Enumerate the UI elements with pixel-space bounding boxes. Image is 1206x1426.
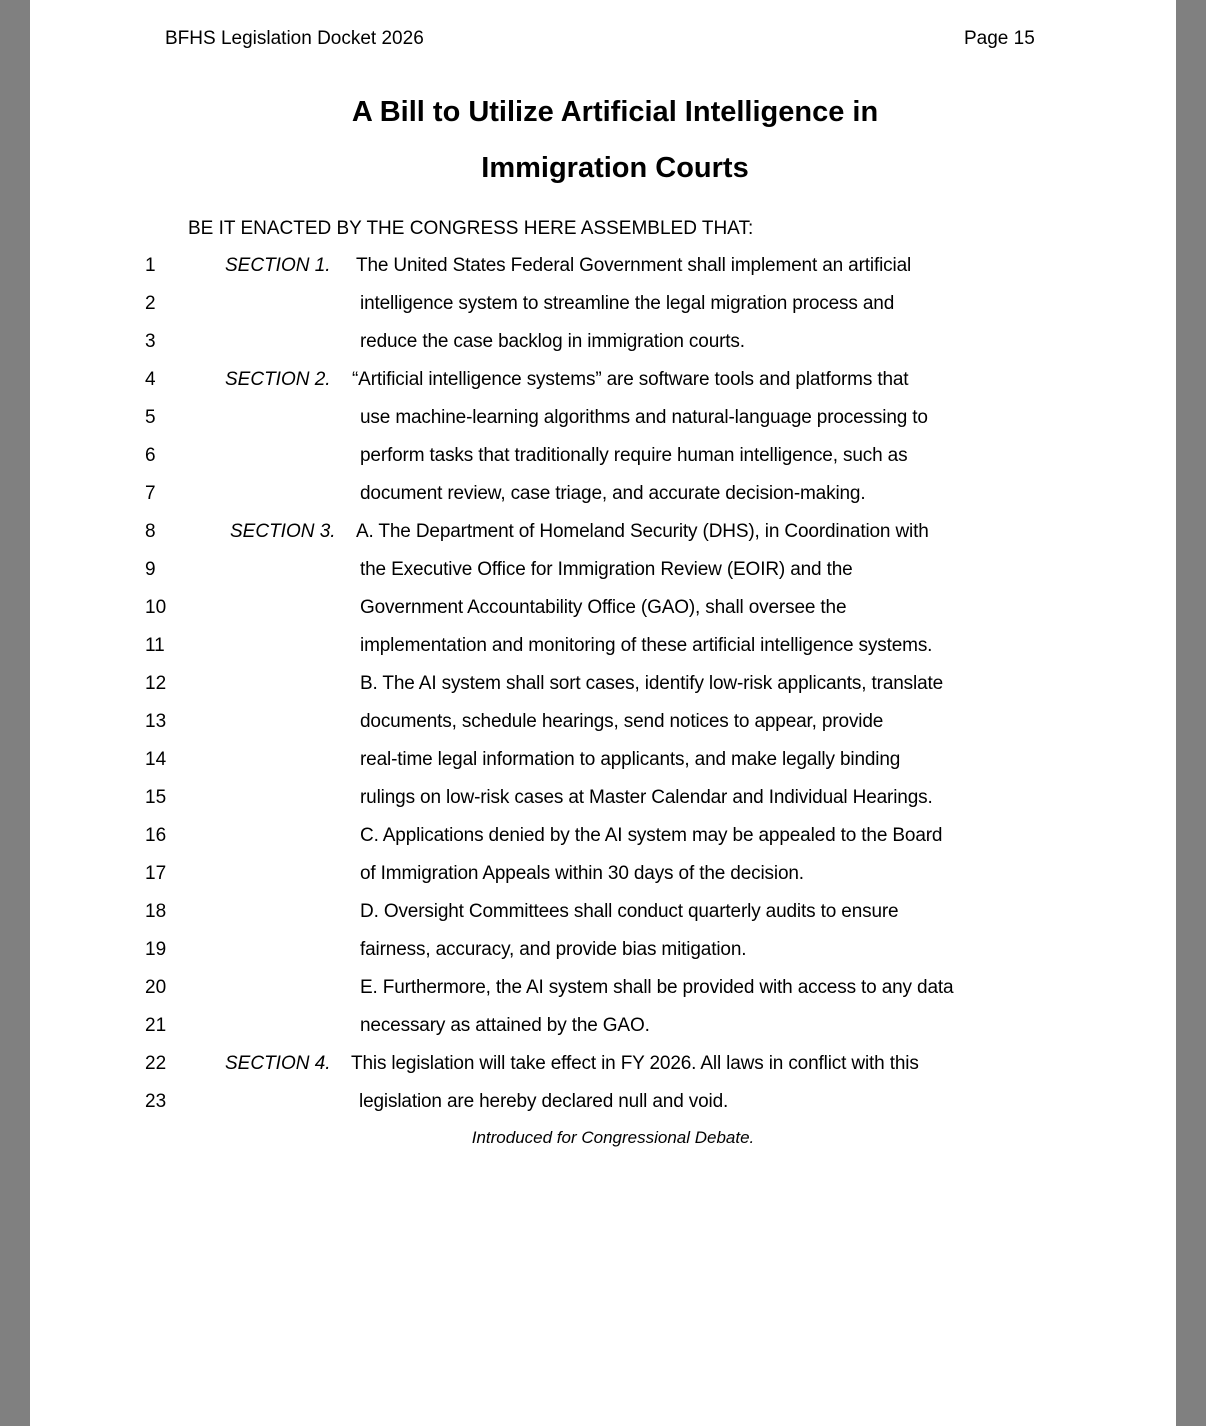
line-number: 8 bbox=[145, 521, 156, 542]
page-number: Page 15 bbox=[964, 28, 1035, 49]
line-text: implementation and monitoring of these artificial intelligence systems. bbox=[360, 635, 933, 656]
enacting-clause: BE IT ENACTED BY THE CONGRESS HERE ASSEMBLED THAT: bbox=[188, 218, 754, 239]
line-number: 12 bbox=[145, 673, 167, 694]
docket-header: BFHS Legislation Docket 2026 bbox=[165, 28, 424, 49]
line-text: Government Accountability Office (GAO), shall oversee the bbox=[360, 597, 847, 618]
line-text: fairness, accuracy, and provide bias mitigation. bbox=[360, 939, 747, 960]
line-number: 3 bbox=[145, 331, 156, 352]
line-text: real-time legal information to applicants, and make legally binding bbox=[360, 749, 901, 770]
line-number: 13 bbox=[145, 711, 167, 732]
line-text: reduce the case backlog in immigration courts. bbox=[360, 331, 745, 352]
line-number: 18 bbox=[145, 901, 167, 922]
line-text: the Executive Office for Immigration Review (EOIR) and the bbox=[360, 559, 853, 580]
line-text: E. Furthermore, the AI system shall be provided with access to any data bbox=[360, 977, 954, 998]
document-page bbox=[30, 0, 1176, 1426]
line-number: 22 bbox=[145, 1053, 167, 1074]
line-text: legislation are hereby declared null and void. bbox=[359, 1091, 729, 1112]
section-label: SECTION 3. bbox=[230, 521, 336, 542]
line-text: B. The AI system shall sort cases, identify low-risk applicants, translate bbox=[360, 673, 944, 694]
introduced-note: Introduced for Congressional Debate. bbox=[471, 1128, 755, 1147]
line-text: This legislation will take effect in FY 2026. All laws in conflict with this bbox=[351, 1053, 919, 1074]
bill-title-line-2: Immigration Courts bbox=[481, 152, 749, 184]
line-number: 7 bbox=[145, 483, 156, 504]
line-number: 15 bbox=[145, 787, 167, 808]
line-text: D. Oversight Committees shall conduct quarterly audits to ensure bbox=[360, 901, 899, 922]
line-number: 6 bbox=[145, 445, 156, 466]
line-text: The United States Federal Government shall implement an artificial bbox=[356, 255, 912, 276]
line-number: 23 bbox=[145, 1091, 167, 1112]
line-number: 2 bbox=[145, 293, 156, 314]
line-number: 9 bbox=[145, 559, 156, 580]
line-text: rulings on low-risk cases at Master Calendar and Individual Hearings. bbox=[360, 787, 933, 808]
line-number: 16 bbox=[145, 825, 167, 846]
line-number: 1 bbox=[145, 255, 156, 276]
section-label: SECTION 2. bbox=[225, 369, 331, 390]
line-number: 4 bbox=[145, 369, 156, 390]
line-number: 20 bbox=[145, 977, 167, 998]
line-text: use machine-learning algorithms and natural-language processing to bbox=[360, 407, 928, 428]
line-text: necessary as attained by the GAO. bbox=[360, 1015, 650, 1036]
line-number: 10 bbox=[145, 597, 167, 618]
section-label: SECTION 4. bbox=[225, 1053, 331, 1074]
bill-title-line-1: A Bill to Utilize Artificial Intelligence in bbox=[351, 96, 879, 128]
line-number: 5 bbox=[145, 407, 156, 428]
line-text: C. Applications denied by the AI system may be appealed to the Board bbox=[360, 825, 943, 846]
line-number: 17 bbox=[145, 863, 167, 884]
line-text: perform tasks that traditionally require human intelligence, such as bbox=[360, 445, 908, 466]
line-number: 11 bbox=[145, 635, 165, 656]
line-text: documents, schedule hearings, send notices to appear, provide bbox=[360, 711, 884, 732]
section-label: SECTION 1. bbox=[225, 255, 331, 276]
line-number: 21 bbox=[145, 1015, 167, 1036]
line-text: intelligence system to streamline the legal migration process and bbox=[360, 293, 895, 314]
line-text: A. The Department of Homeland Security (DHS), in Coordination with bbox=[356, 521, 929, 542]
line-text: document review, case triage, and accurate decision-making. bbox=[360, 483, 866, 504]
line-text: “Artificial intelligence systems” are software tools and platforms that bbox=[352, 369, 909, 390]
line-text: of Immigration Appeals within 30 days of the decision. bbox=[360, 863, 804, 884]
line-number: 14 bbox=[145, 749, 167, 770]
line-number: 19 bbox=[145, 939, 167, 960]
